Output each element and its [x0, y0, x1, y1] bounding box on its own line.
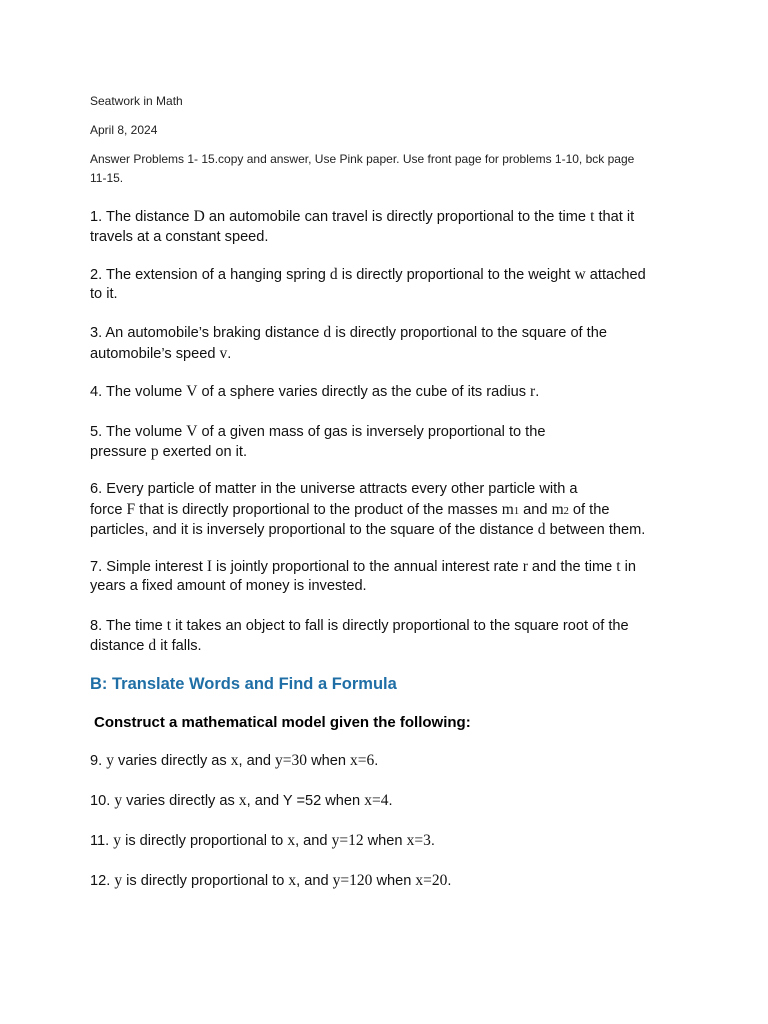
doc-date: April 8, 2024 — [90, 123, 158, 137]
problem-5-line-1 — [90, 423, 545, 441]
text: , and — [295, 833, 332, 849]
var-m: m — [551, 501, 564, 518]
var-d: d — [329, 266, 338, 283]
text: 9. — [90, 753, 107, 769]
text: of a sphere varies directly as the cube of its radius — [197, 384, 531, 400]
text: , and — [238, 753, 276, 769]
subscript-1: 1 — [513, 506, 520, 517]
text: 2. The extension of a hanging spring — [90, 267, 330, 283]
text: 8. The time — [90, 618, 167, 634]
equation: y=12 — [331, 832, 364, 849]
text: that it — [594, 209, 635, 225]
problem-6-line-1: 6. Every particle of matter in the universe attracts every other particle with a — [90, 481, 578, 497]
var-x: x — [288, 872, 297, 889]
text: , and — [246, 793, 283, 809]
section-b-heading: B: Translate Words and Find a Formula — [90, 675, 397, 693]
equation: x=6 — [350, 752, 375, 769]
var-d: d — [148, 637, 157, 654]
text: is directly proportional to — [122, 873, 289, 889]
var-y: y — [114, 872, 123, 889]
problem-1-line-2: travels at a constant speed. — [90, 229, 269, 245]
var-t: t — [166, 617, 172, 634]
text: . — [374, 753, 379, 769]
problem-6-line-2 — [90, 501, 609, 519]
text: it takes an object to fall is directly proportional to the square root of the — [171, 618, 629, 634]
text: automobile’s speed — [90, 346, 220, 362]
text: it falls. — [156, 638, 202, 654]
equation: x=4 — [364, 792, 389, 809]
text: that is directly proportional to the product of the masses — [135, 502, 502, 518]
text: pressure — [90, 444, 151, 460]
item-9 — [90, 752, 378, 770]
equation: y=120 — [332, 872, 373, 889]
text: when — [372, 873, 416, 889]
text: is directly proportional to the weight — [337, 267, 575, 283]
text: exerted on it. — [158, 444, 248, 460]
equation: x=20 — [415, 872, 448, 889]
text: and — [519, 502, 552, 518]
equation: y=30 — [275, 752, 308, 769]
text: distance — [90, 638, 149, 654]
text: force — [90, 502, 127, 518]
item-11 — [90, 832, 435, 850]
text: . — [388, 793, 393, 809]
var-x: x — [238, 792, 247, 809]
problem-8-line-2 — [90, 637, 202, 655]
text: in — [620, 559, 637, 575]
problem-2-line-2: to it. — [90, 286, 118, 302]
section-b-subheading: Construct a mathematical model given the following: — [94, 714, 471, 731]
problem-4-line-1 — [90, 383, 539, 401]
var-F: F — [126, 501, 136, 518]
text: . — [227, 346, 232, 362]
text: 3. An automobile’s braking distance — [90, 325, 324, 341]
var-y: y — [113, 832, 122, 849]
var-r: r — [522, 558, 528, 575]
doc-title: Seatwork in Math — [90, 94, 183, 108]
text: 10. — [90, 793, 115, 809]
equation: x=3 — [406, 832, 431, 849]
problem-3-line-1 — [90, 324, 607, 342]
item-12 — [90, 872, 451, 890]
text: 11. — [90, 833, 114, 849]
text: 7. Simple interest — [90, 559, 207, 575]
text: of a given mass of gas is inversely proportional to the — [197, 424, 546, 440]
var-y: y — [114, 792, 123, 809]
text: when — [307, 753, 351, 769]
problem-8-line-1 — [90, 617, 629, 635]
text: varies directly as — [113, 753, 231, 769]
text: an automobile can travel is directly proportional to the time — [204, 209, 591, 225]
text: between them. — [545, 522, 646, 538]
text: is jointly proportional to the annual interest rate — [211, 559, 523, 575]
var-d: d — [323, 324, 332, 341]
text: particles, and it is inversely proportional to the square of the distance — [90, 522, 538, 538]
var-V: V — [186, 383, 198, 400]
text: , and — [296, 873, 333, 889]
var-t: t — [616, 558, 621, 575]
var-m: m — [501, 501, 514, 518]
var-t: t — [590, 208, 595, 225]
text: varies directly as — [122, 793, 239, 809]
text: 4. The volume — [90, 384, 187, 400]
problem-1-line-1 — [90, 208, 634, 226]
problem-7-line-2: years a fixed amount of money is invested. — [90, 578, 367, 594]
item-10 — [90, 792, 393, 810]
var-x: x — [287, 832, 296, 849]
var-D: D — [193, 208, 205, 225]
problem-7-line-1 — [90, 558, 636, 576]
equation: =52 — [296, 793, 322, 809]
var-v: v — [219, 345, 228, 362]
text: is directly proportional to the square of the — [331, 325, 607, 341]
text: attached — [585, 267, 646, 283]
text: . — [447, 873, 452, 889]
text: of the — [568, 502, 610, 518]
var-I: I — [206, 558, 212, 575]
var-V: V — [186, 423, 198, 440]
var-y: y — [106, 752, 114, 769]
text: . — [430, 833, 435, 849]
var-r: r — [530, 383, 536, 400]
text: when — [321, 793, 365, 809]
var-x: x — [230, 752, 239, 769]
problem-5-line-2 — [90, 443, 247, 461]
problem-3-line-2 — [90, 345, 231, 363]
problem-2-line-1 — [90, 266, 646, 284]
text: 1. The distance — [90, 209, 194, 225]
subscript-2: 2 — [563, 506, 569, 517]
var-d: d — [537, 521, 546, 538]
var-w: w — [574, 266, 586, 283]
text: when — [363, 833, 407, 849]
text: . — [535, 384, 540, 400]
text: 12. — [90, 873, 115, 889]
problem-6-line-3 — [90, 521, 645, 539]
var-Y: Y — [282, 793, 293, 809]
text: and the time — [527, 559, 617, 575]
instructions-line-1: Answer Problems 1- 15.copy and answer, Use Pink paper. Use front page for problems 1-10, bck page — [90, 152, 635, 166]
var-p: p — [150, 443, 159, 460]
text: is directly proportional to — [121, 833, 288, 849]
instructions-line-2: 11-15. — [90, 171, 124, 185]
text: 5. The volume — [90, 424, 187, 440]
